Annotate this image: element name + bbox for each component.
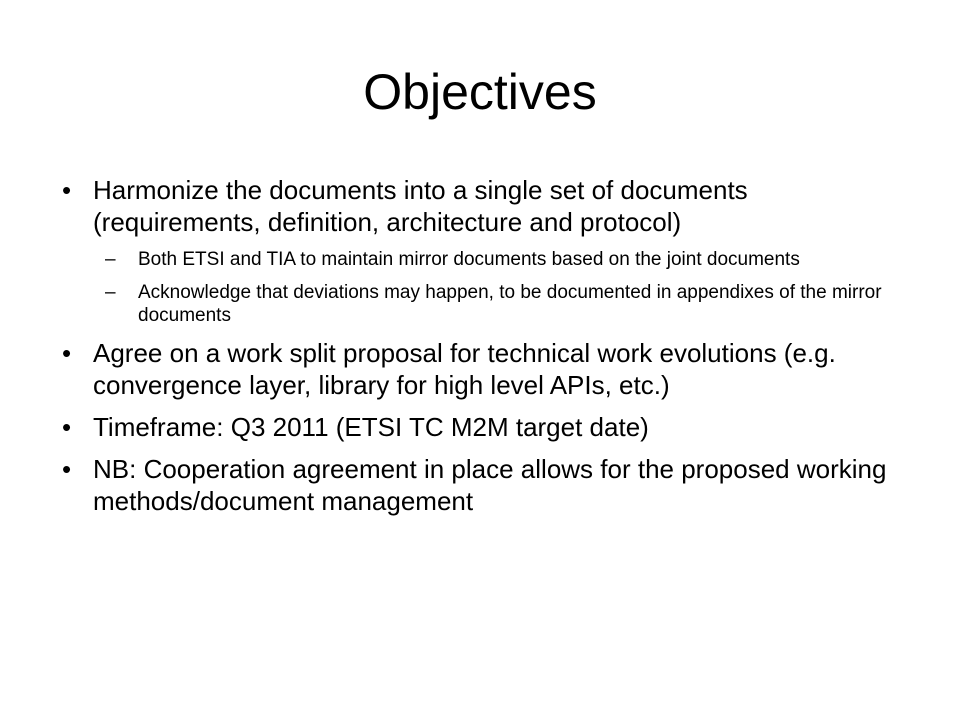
- bullet-text: Timeframe: Q3 2011 (ETSI TC M2M target date): [93, 412, 649, 442]
- bullet-marker: •: [62, 454, 72, 484]
- bullet-text: Agree on a work split proposal for technical work evolutions (e.g. convergence layer, library for high level APIs, etc.): [93, 338, 836, 400]
- dash-marker: –: [105, 249, 116, 270]
- bullet-marker: •: [62, 412, 72, 442]
- sub-bullet-item: [62, 248, 912, 271]
- sub-bullet-text: Acknowledge that deviations may happen, to be documented in appendixes of the mirror documents: [138, 282, 882, 326]
- bullet-marker: •: [62, 338, 72, 368]
- bullet-item: [62, 411, 912, 443]
- slide-title: Objectives: [363, 64, 597, 120]
- bullet-text: NB: Cooperation agreement in place allows for the proposed working methods/document management: [93, 454, 887, 516]
- sub-bullet-item: [62, 281, 912, 327]
- dash-marker: –: [105, 282, 116, 303]
- bullet-marker: •: [62, 175, 72, 205]
- bullet-text: Harmonize the documents into a single set of documents (requirements, definition, architecture and protocol): [93, 175, 748, 237]
- bullet-item: [62, 337, 912, 401]
- sub-bullet-text: Both ETSI and TIA to maintain mirror documents based on the joint documents: [138, 249, 800, 270]
- bullet-item: [62, 174, 912, 238]
- bullet-item: [62, 453, 912, 517]
- slide-body: [62, 174, 912, 527]
